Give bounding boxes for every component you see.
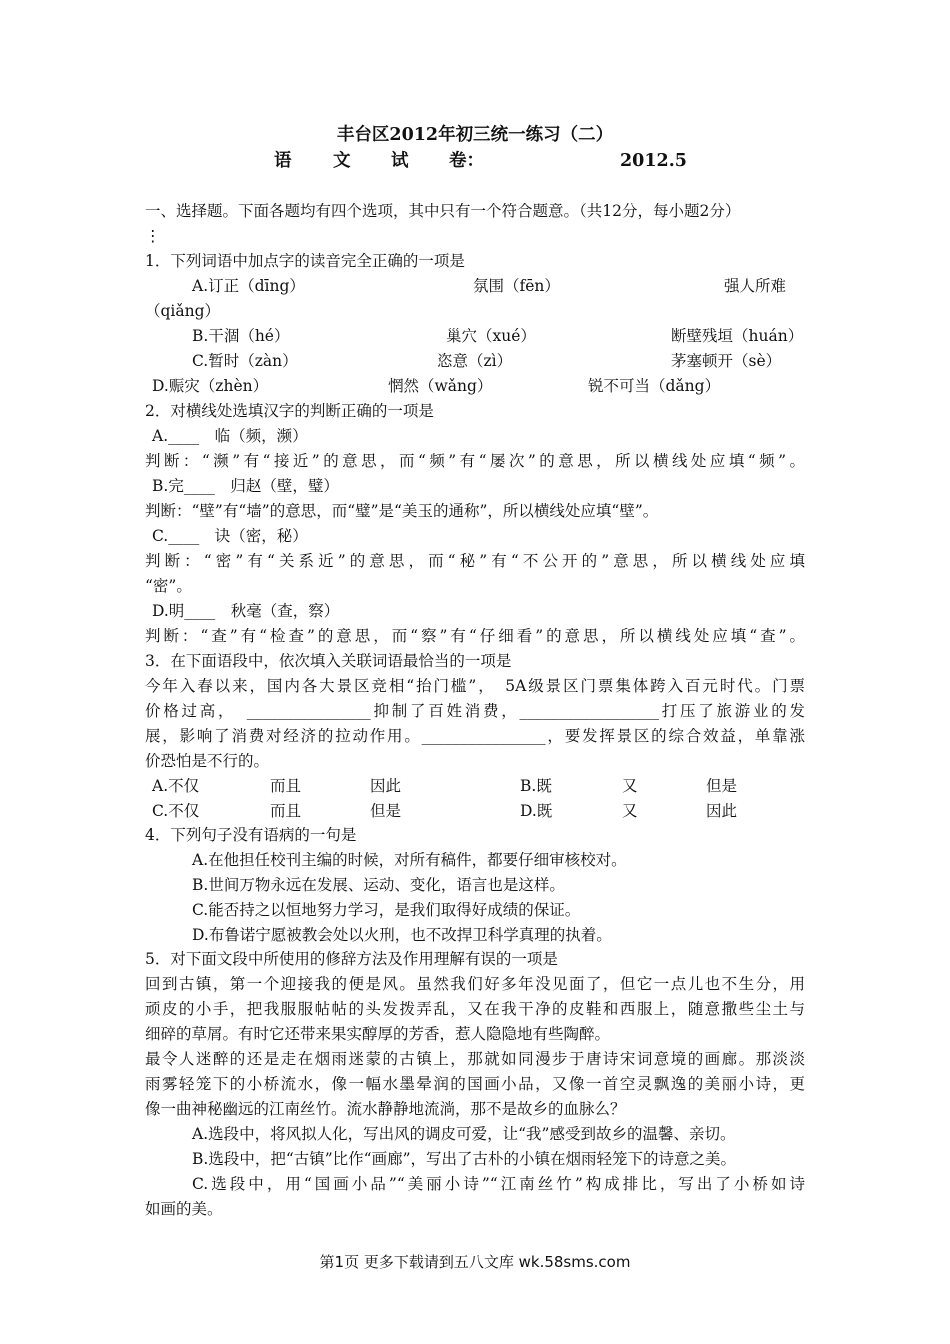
- subject-char-3: 试: [391, 151, 409, 171]
- q3-option-d-1: D.既: [520, 802, 553, 820]
- q1-option-a-1: A.订正（dīng）: [192, 277, 305, 295]
- q1-option-d-2: 惘然（wǎng）: [388, 377, 493, 395]
- q5-passage-line-3: 细碎的草屑。有时它还带来果实醇厚的芳香，惹人隐隐地有些陶醉。: [145, 1025, 611, 1043]
- q1-option-d-3: 锐不可当（dǎng）: [588, 377, 721, 395]
- q3-option-c-2: 而且: [270, 802, 302, 820]
- q4-option-b: B.世间万物永远在发展、运动、变化，语言也是这样。: [192, 876, 565, 894]
- q1-option-a-3: 强人所难: [724, 277, 787, 295]
- q1-option-c-2: 恣意（zì）: [437, 352, 513, 370]
- q3-option-d-3: 因此: [706, 802, 738, 820]
- q2-option-c-judgement: 判断：“密”有“关系近”的意思，而“秘”有“不公开的”意思，所以横线处应填: [145, 552, 805, 570]
- q4-option-a: A.在他担任校刊主编的时候，对所有稿件，都要仔细审核校对。: [192, 851, 627, 869]
- q3-option-d-2: 又: [622, 802, 638, 820]
- q5-option-b: B.选段中，把“古镇”比作“画廊”，写出了古朴的小镇在烟雨轻笼下的诗意之美。: [192, 1150, 737, 1168]
- q1-option-a-2: 氛围（fēn）: [473, 277, 560, 295]
- q3-option-b-3: 但是: [706, 777, 738, 795]
- q1-option-d-1: D.赈灾（zhèn）: [152, 377, 269, 395]
- q2-option-d-judgement: 判断：“查”有“检查”的意思，而“察”有“仔细看”的意思，所以横线处应填“查”。: [145, 627, 805, 645]
- q2-option-c-judgement-cont: “密”。: [145, 577, 192, 595]
- subject-char-4: 卷：: [449, 151, 484, 171]
- q3-passage-line-3: 展，影响了消费对经济的拉动作用。________________，要发挥景区的综合效益，单靠涨: [145, 727, 805, 745]
- section-marker: ⋮: [145, 227, 161, 245]
- q5-passage-line-5: 雨雾轻笼下的小桥流水，像一幅水墨晕润的国画小品，又像一首空灵飘逸的美丽小诗，更: [145, 1075, 805, 1093]
- q2-option-b: B.完____ 归赵（壁，璧）: [152, 477, 339, 495]
- q5-option-c-cont: 如画的美。: [145, 1200, 223, 1218]
- q1-option-b-2: 巢穴（xué）: [446, 327, 536, 345]
- q2-option-d: D.明____ 秋毫（查，察）: [152, 602, 340, 620]
- section-intro: 一、选择题。下面各题均有四个选项，其中只有一个符合题意。（共12分，每小题2分）: [145, 202, 741, 220]
- q1-option-b-1: B.干涸（hé）: [192, 327, 290, 345]
- q5-option-a: A.选段中，将风拟人化，写出风的调皮可爱，让“我”感受到故乡的温馨、亲切。: [192, 1125, 736, 1143]
- q3-passage-line-1: 今年入春以来，国内各大景区竞相“抬门槛”， 5A级景区门票集体跨入百元时代。门票: [145, 677, 805, 695]
- q5-passage-line-6: 像一曲神秘幽远的江南丝竹。流水静静地流淌，那不是故乡的血脉么？: [145, 1100, 626, 1118]
- q3-passage-line-2: 价格过高， ________________抑制了百姓消费，__________________打压了旅游业的发: [145, 702, 805, 720]
- q3-option-b-2: 又: [622, 777, 638, 795]
- exam-date: 2012.5: [620, 151, 687, 171]
- q2-stem: 2．对横线处选填汉字的判断正确的一项是: [145, 402, 434, 420]
- q2-option-c: C.____ 诀（密，秘）: [152, 527, 308, 545]
- q1-option-c-1: C.暂时（zàn）: [192, 352, 298, 370]
- q5-option-c: C.选段中，用“国画小品”“美丽小诗”“江南丝竹”构成排比，写出了小桥如诗: [192, 1175, 805, 1193]
- q3-option-c-1: C.不仅: [152, 802, 200, 820]
- q5-passage-line-4: 最令人迷醉的还是走在烟雨迷蒙的古镇上，那就如同漫步于唐诗宋词意境的画廊。那淡淡: [145, 1050, 805, 1068]
- q3-option-a-2: 而且: [270, 777, 302, 795]
- q1-option-a-cont: （qiǎng）: [145, 302, 221, 320]
- q2-option-a-judgement: 判断：“濒”有“接近”的意思，而“频”有“屡次”的意思，所以横线处应填“频”。: [145, 452, 805, 470]
- exam-title: 丰台区2012年初三统一练习（二）: [336, 125, 614, 145]
- q1-stem: 1．下列词语中加点字的读音完全正确的一项是: [145, 252, 465, 270]
- q5-passage-line-1: 回到古镇，第一个迎接我的便是风。虽然我们好多年没见面了，但它一点儿也不生分，用: [145, 975, 805, 993]
- q1-option-c-3: 茅塞顿开（sè）: [671, 352, 782, 370]
- q5-passage-line-2: 顽皮的小手，把我服服帖帖的头发拨弄乱，又在我干净的皮鞋和西服上，随意撒些尘土与: [145, 1000, 805, 1018]
- q3-passage-line-4: 价恐怕是不行的。: [145, 752, 270, 770]
- q3-stem: 3．在下面语段中，依次填入关联词语最恰当的一项是: [145, 652, 512, 670]
- q5-stem: 5．对下面文段中所使用的修辞方法及作用理解有误的一项是: [145, 950, 558, 968]
- q3-option-c-3: 但是: [370, 802, 402, 820]
- q4-option-d: D.布鲁诺宁愿被教会处以火刑，也不改捍卫科学真理的执着。: [192, 926, 612, 944]
- subject-char-1: 语: [274, 151, 292, 171]
- q3-option-a-1: A.不仅: [152, 777, 200, 795]
- q1-option-b-3: 断壁残垣（huán）: [671, 327, 804, 345]
- page-footer: 第1页 更多下载请到五八文库 wk.58sms.com: [319, 1253, 631, 1271]
- q4-stem: 4．下列句子没有语病的一句是: [145, 826, 357, 844]
- subject-char-2: 文: [333, 151, 351, 171]
- q3-option-b-1: B.既: [520, 777, 552, 795]
- q2-option-b-judgement: 判断：“壁”有“墙”的意思，而“璧”是“美玉的通称”，所以横线处应填“壁”。: [145, 502, 659, 520]
- q2-option-a: A.____ 临（频，濒）: [152, 427, 308, 445]
- q4-option-c: C.能否持之以恒地努力学习，是我们取得好成绩的保证。: [192, 901, 581, 919]
- q3-option-a-3: 因此: [370, 777, 402, 795]
